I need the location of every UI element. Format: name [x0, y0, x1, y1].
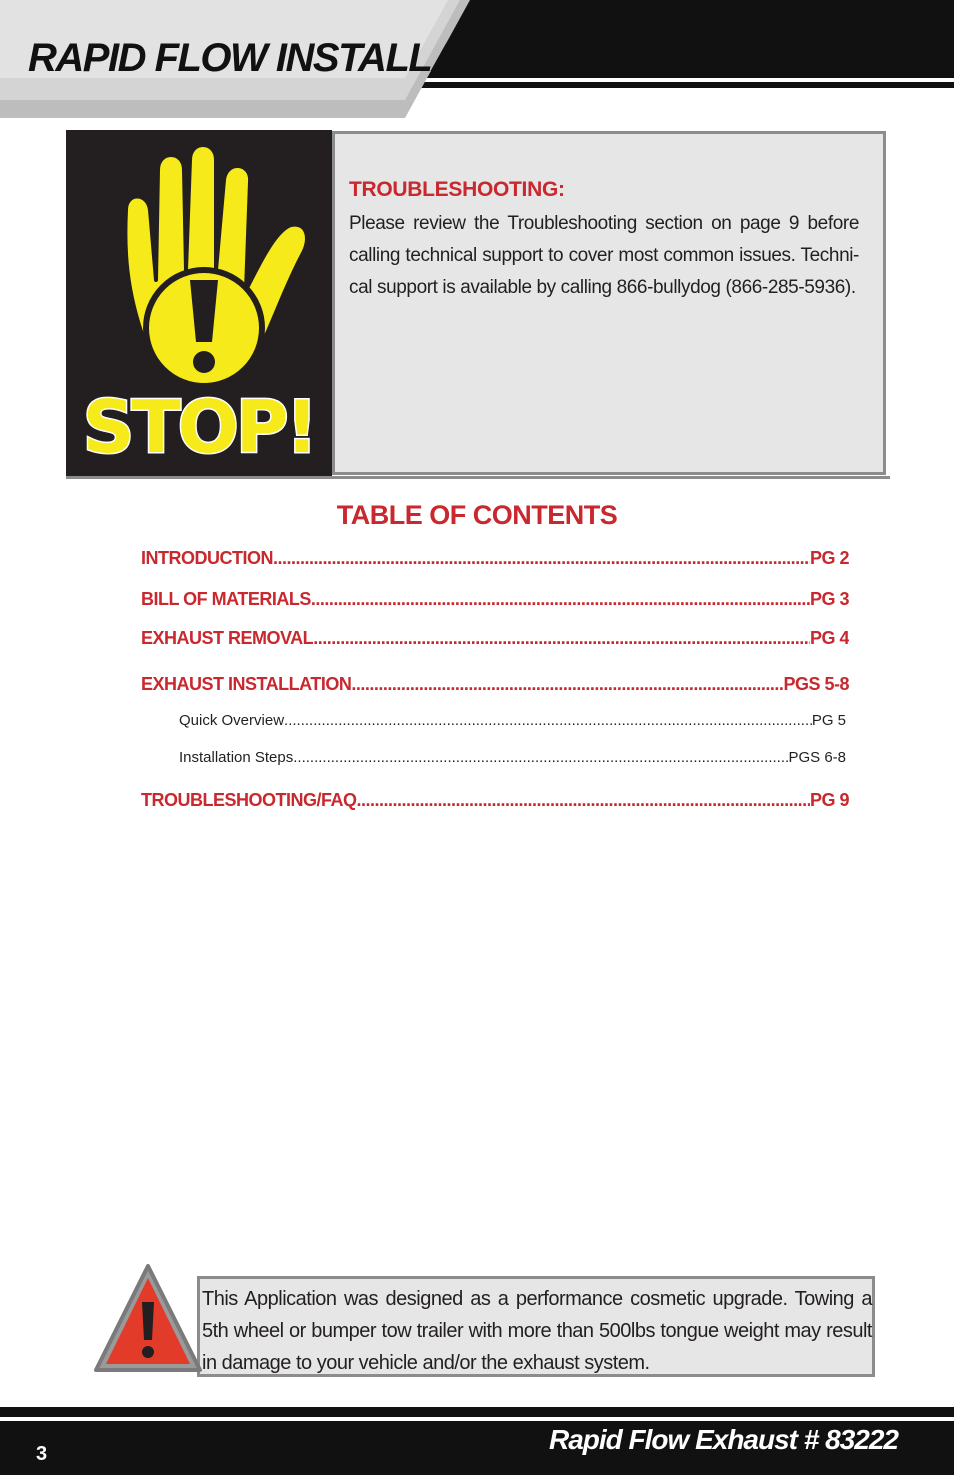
- toc-entry-page: PGS 5-8: [783, 674, 849, 694]
- toc-entry-label: Installation Steps: [179, 749, 294, 766]
- toc-entry-quick-overview[interactable]: [179, 712, 846, 729]
- troubleshooting-body: Please review the Troubleshooting section on page 9 before calling technical support to cover most common issues. Techni-cal support is available by calling 866-bullydog (866-285-5936).: [349, 213, 859, 298]
- stop-label-graphic: [66, 130, 332, 477]
- toc-leader: [284, 712, 812, 729]
- toc-leader: [313, 628, 810, 649]
- toc-entry-page: PGS 6-8: [788, 749, 846, 766]
- warning-box: [197, 1276, 875, 1377]
- toc-entry-exhaust-removal[interactable]: [141, 628, 849, 649]
- page-number: 3: [36, 1443, 48, 1465]
- box-underline: [66, 476, 890, 479]
- toc-entry-troubleshooting-faq[interactable]: [141, 790, 849, 811]
- toc-entry-bill-of-materials[interactable]: [141, 589, 849, 610]
- stop-label: STOP!: [82, 385, 316, 469]
- warning-triangle-icon: [92, 1262, 204, 1378]
- toc-entry-page: PG 3: [809, 589, 849, 609]
- toc-leader: [311, 589, 810, 610]
- toc-entry-label: Quick Overview: [179, 712, 285, 729]
- toc-entry-page: PG 4: [809, 628, 849, 648]
- toc-entry-installation-steps[interactable]: [179, 749, 846, 766]
- footer-rule: [0, 1407, 954, 1417]
- toc-entry-exhaust-installation[interactable]: [141, 674, 849, 695]
- toc-entry-label: EXHAUST REMOVAL: [141, 628, 314, 648]
- stop-panel: [66, 130, 332, 477]
- toc-leader: [357, 790, 810, 811]
- toc-entry-label: TROUBLESHOOTING/FAQ: [141, 790, 357, 810]
- toc-entry-page: PG 5: [811, 712, 846, 729]
- toc-entry-introduction[interactable]: [141, 548, 849, 569]
- toc-entry-page: PG 9: [809, 790, 849, 810]
- troubleshooting-box: [332, 131, 886, 475]
- footer-title: Rapid Flow Exhaust # 83222: [548, 1424, 898, 1455]
- toc-leader: [293, 749, 788, 766]
- page-title: RAPID FLOW INSTALLATION: [28, 36, 546, 80]
- toc-leader: [273, 548, 810, 569]
- toc-entry-page: PG 2: [809, 548, 849, 568]
- toc-entry-label: INTRODUCTION: [141, 548, 273, 568]
- troubleshooting-heading: TROUBLESHOOTING:: [349, 178, 565, 201]
- toc-leader: [351, 674, 783, 695]
- toc-entry-label: EXHAUST INSTALLATION: [141, 674, 352, 694]
- toc-entry-label: BILL OF MATERIALS: [141, 589, 311, 609]
- warning-text: This Application was designed as a performance cosmetic upgrade. Towing a 5th wheel or bumper tow trailer with more than 500lbs tongue weight may result in damage to your vehicle and/or the exhaust system.: [202, 1288, 872, 1374]
- toc-title: TABLE OF CONTENTS: [336, 500, 618, 530]
